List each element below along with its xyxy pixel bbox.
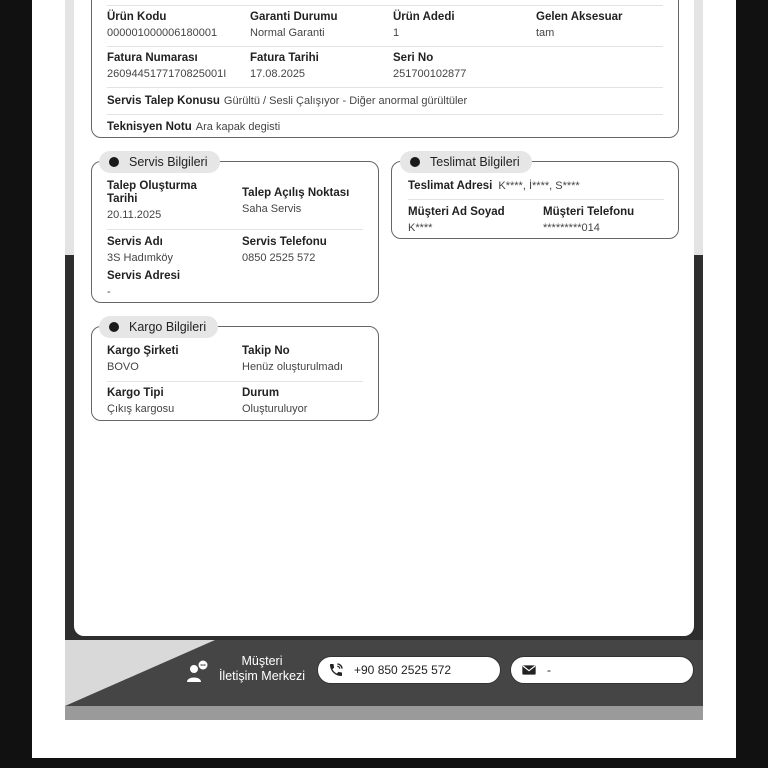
servis-title-text: Servis Bilgileri [129,155,208,169]
kargo-durum-label: Durum [242,387,280,399]
servis-telefonu-value: 0850 2525 572 [242,252,316,264]
garanti-value: Normal Garanti [250,27,325,39]
servis-section-title [99,151,220,173]
footer-bottom-strip [65,706,703,720]
divider [107,46,663,47]
teslimat-adres-row [408,180,580,192]
customer-contact-icon [186,660,210,684]
servis-adresi-label: Servis Adresi [107,270,181,282]
ad-soyad-label: Müşteri Ad Soyad [408,206,505,218]
divider [408,199,664,200]
kargo-section-title [99,316,218,338]
talep-tarihi-value: 20.11.2025 [107,209,162,221]
talep-tarihi-label [107,180,197,206]
fatura-tarihi-label: Fatura Tarihi [250,52,319,64]
talep-tarihi-label-line2: Tarihi [107,193,138,205]
teslimat-section-title [400,151,532,173]
contact-email-text: - [547,663,551,677]
kargo-tipi-value: Çıkış kargosu [107,403,175,415]
talep-konusu-value: Gürültü / Sesli Çalışıyor - Diğer anormal gürültüler [223,95,468,107]
contact-center-label-line1: Müşteri [241,654,283,668]
acilis-noktasi-value: Saha Servis [242,203,302,215]
talep-konusu-label: Servis Talep Konusu [107,95,220,107]
talep-tarihi-label-line1: Talep Oluşturma [107,180,197,192]
adet-value: 1 [393,27,400,39]
aksesuar-value: tam [536,27,555,39]
teslimat-adres-value: K****, İ****, S**** [498,180,580,192]
servis-telefonu-label: Servis Telefonu [242,236,327,248]
teslimat-adres-label: Teslimat Adresi [408,180,493,192]
teslimat-title-text: Teslimat Bilgileri [430,155,520,169]
kargo-title-text: Kargo Bilgileri [129,320,207,334]
phone-icon [328,662,344,678]
servis-adi-value: 3S Hadımköy [107,252,174,264]
divider [107,5,663,6]
divider [107,114,663,115]
bullet-icon [410,157,420,167]
fatura-no-value: 2609445177170825001I [107,68,227,80]
acilis-noktasi-label: Talep Açılış Noktası [242,187,350,199]
divider [107,229,363,230]
divider [107,381,363,382]
teknisyen-notu-row [107,121,280,133]
teknisyen-notu-value: Ara kapak degisti [195,121,281,133]
seri-no-value: 251700102877 [393,68,467,80]
divider [107,87,663,88]
takip-no-label: Takip No [242,345,290,357]
musteri-telefonu-label: Müşteri Telefonu [543,206,635,218]
seri-no-label: Seri No [393,52,434,64]
bullet-icon [109,322,119,332]
fatura-no-label: Fatura Numarası [107,52,198,64]
aksesuar-label: Gelen Aksesuar [536,11,623,23]
servis-adresi-value: - [107,286,111,298]
garanti-label: Garanti Durumu [250,11,338,23]
kargo-sirket-label: Kargo Şirketi [107,345,179,357]
adet-label: Ürün Adedi [393,11,455,23]
servis-adi-label: Servis Adı [107,236,163,248]
kargo-tipi-label: Kargo Tipi [107,387,164,399]
contact-center-label-line2: İletişim Merkezi [218,669,306,683]
kargo-durum-value: Oluşturuluyor [242,403,308,415]
contact-phone-text: +90 850 2525 572 [354,663,452,677]
takip-no-value: Henüz oluşturulmadı [242,361,343,373]
contact-email-button[interactable] [510,656,694,684]
ad-soyad-value: K**** [408,222,433,234]
mail-icon [521,662,537,678]
teknisyen-notu-label: Teknisyen Notu [107,121,192,133]
bullet-icon [109,157,119,167]
musteri-telefonu-value: *********014 [543,222,600,234]
urun-kodu-label: Ürün Kodu [107,11,167,23]
contact-phone-button[interactable] [317,656,501,684]
contact-center-label [212,654,312,684]
kargo-sirket-value: BOVO [107,361,139,373]
talep-konusu-row [107,95,467,107]
fatura-tarihi-value: 17.08.2025 [250,68,306,80]
urun-kodu-value: 000001000006180001 [107,27,218,39]
